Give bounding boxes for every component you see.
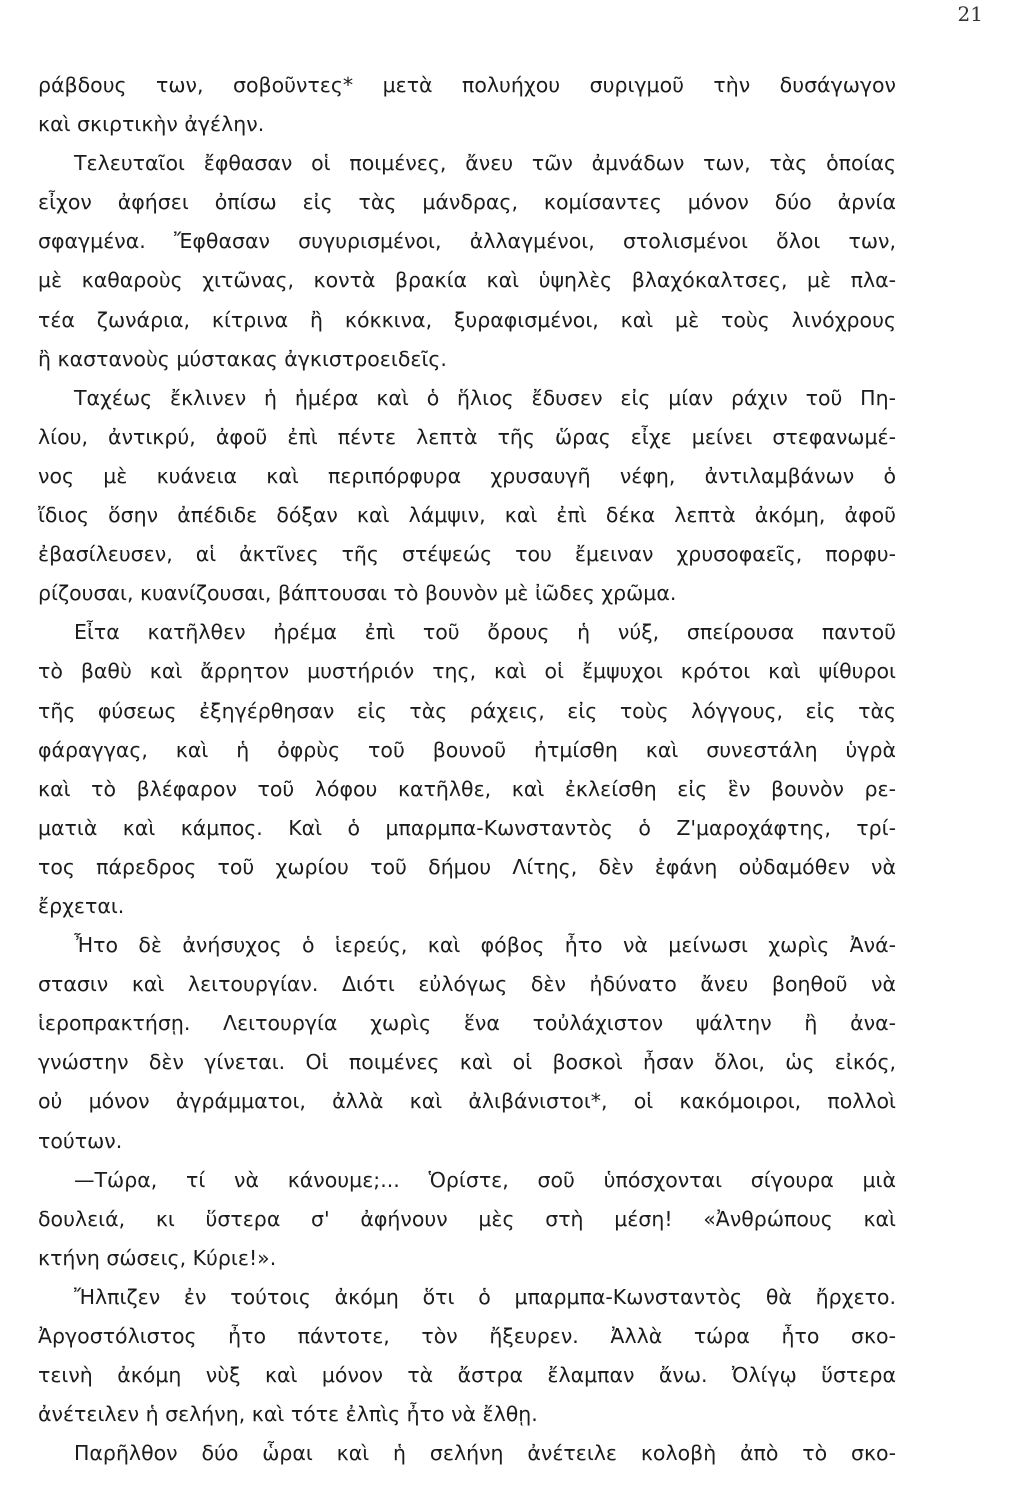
text-line: καὶ τὸ βλέφαρον τοῦ λόφου κατῆλθε, καὶ ἐκλείσθη εἰς ἓν βουνὸν ρε- [38, 776, 896, 801]
text-line: ἐβασίλευσεν, αἱ ἀκτῖνες τῆς στέψεώς του ἔμειναν χρυσοφαεῖς, πορφυ- [38, 542, 896, 567]
text-line: τεινὴ ἀκόμη νὺξ καὶ μόνον τὰ ἄστρα ἔλαμπαν ἄνω. Ὀλίγῳ ὕστερα [38, 1363, 896, 1388]
text-line: —Τώρα, τί νὰ κάνουμε;... Ὁρίστε, σοῦ ὑπόσχονται σίγουρα μιὰ [74, 1167, 896, 1192]
text-line: τὸ βαθὺ καὶ ἄρρητον μυστήριόν της, καὶ οἱ ἔμψυχοι κρότοι καὶ ψίθυροι [38, 659, 896, 684]
text-line: γνώστην δὲν γίνεται. Οἱ ποιμένες καὶ οἱ βοσκοὶ ἦσαν ὅλοι, ὡς εἰκός, [38, 1050, 896, 1075]
text-line: εἶχον ἀφήσει ὀπίσω εἰς τὰς μάνδρας, κομίσαντες μόνον δύο ἀρνία [38, 190, 896, 215]
text-line: τῆς φύσεως ἐξηγέρθησαν εἰς τὰς ράχεις, εἰς τοὺς λόγγους, εἰς τὰς [38, 698, 896, 723]
text-line: σφαγμένα. Ἔφθασαν συγυρισμένοι, ἀλλαγμένοι, στολισμένοι ὅλοι των, [38, 229, 896, 254]
text-line: ἔρχεται. [38, 893, 125, 918]
text-line: ἢ καστανοὺς μύστακας ἀγκιστροειδεῖς. [38, 346, 447, 371]
text-line: ἀνέτειλεν ἡ σελήνη, καὶ τότε ἐλπὶς ἦτο νὰ ἔλθῃ. [38, 1402, 538, 1427]
text-line: στασιν καὶ λειτουργίαν. Διότι εὐλόγως δὲν ἠδύνατο ἄνευ βοηθοῦ νὰ [38, 972, 896, 997]
text-line: κτήνη σώσεις, Κύριε!». [38, 1245, 277, 1270]
text-line: φάραγγας, καὶ ἡ ὀφρὺς τοῦ βουνοῦ ἠτμίσθη καὶ συνεστάλη ὑγρὰ [38, 737, 896, 762]
text-line: τέα ζωνάρια, κίτρινα ἢ κόκκινα, ξυραφισμένοι, καὶ μὲ τοὺς λινόχρους [38, 307, 896, 332]
text-line: Ἀργοστόλιστος ἦτο πάντοτε, τὸν ἤξευρεν. Ἀλλὰ τώρα ἦτο σκο- [38, 1324, 896, 1348]
text-line: Ἤλπιζεν ἐν τούτοις ἀκόμη ὅτι ὁ μπαρμπα-Κωνσταντὸς θὰ ἤρχετο. [74, 1284, 896, 1309]
text-line: καὶ σκιρτικὴν ἀγέλην. [38, 112, 265, 137]
text-line: τος πάρεδρος τοῦ χωρίου τοῦ δήμου Λίτης, δὲν ἐφάνη οὐδαμόθεν νὰ [38, 854, 896, 879]
text-line: Παρῆλθον δύο ὧραι καὶ ἡ σελήνη ἀνέτειλε κολοβὴ ἀπὸ τὸ σκο- [74, 1441, 896, 1466]
text-line: ράβδους των, σοβοῦντες* μετὰ πολυήχου συριγμοῦ τὴν δυσάγωγον [38, 73, 896, 97]
text-line: Εἶτα κατῆλθεν ἠρέμα ἐπὶ τοῦ ὄρους ἡ νύξ, σπείρουσα παντοῦ [74, 620, 896, 645]
text-line: ρίζουσαι, κυανίζουσαι, βάπτουσαι τὸ βουνὸν μὲ ἰῶδες χρῶμα. [38, 581, 677, 606]
text-line: ἱεροπρακτήσῃ. Λειτουργία χωρὶς ἕνα τοὐλάχιστον ψάλτην ἢ ἀνα- [38, 1011, 896, 1036]
text-line: δουλειά, κι ὕστερα σ' ἀφήνουν μὲς στὴ μέση! «Ἀνθρώπους καὶ [38, 1206, 896, 1231]
text-line: Ἦτο δὲ ἀνήσυχος ὁ ἱερεύς, καὶ φόβος ἦτο νὰ μείνωσι χωρὶς Ἀνά- [74, 933, 896, 958]
text-line: ματιὰ καὶ κάμπος. Καὶ ὁ μπαρμπα-Κωνσταντὸς ὁ Ζ'μαροχάφτης, τρί- [38, 815, 896, 840]
text-line: νος μὲ κυάνεια καὶ περιπόρφυρα χρυσαυγῆ νέφη, ἀντιλαμβάνων ὁ [38, 463, 896, 488]
page-number: 21 [957, 2, 983, 26]
body-text [38, 66, 896, 1473]
text-line: οὐ μόνον ἀγράμματοι, ἀλλὰ καὶ ἀλιβάνιστοι*, οἱ κακόμοιροι, πολλοὶ [38, 1089, 896, 1114]
text-line: μὲ καθαροὺς χιτῶνας, κοντὰ βρακία καὶ ὑψηλὲς βλαχόκαλτσες, μὲ πλα- [38, 268, 896, 293]
text-line: λίου, ἀντικρύ, ἀφοῦ ἐπὶ πέντε λεπτὰ τῆς ὥρας εἶχε μείνει στεφανωμέ- [38, 424, 896, 449]
text-line: Τελευταῖοι ἔφθασαν οἱ ποιμένες, ἄνευ τῶν ἀμνάδων των, τὰς ὁποίας [74, 151, 896, 176]
text-line: τούτων. [38, 1128, 123, 1153]
text-line: ἴδιος ὅσην ἀπέδιδε δόξαν καὶ λάμψιν, καὶ ἐπὶ δέκα λεπτὰ ἀκόμη, ἀφοῦ [38, 503, 896, 528]
text-line: Ταχέως ἔκλινεν ἡ ἡμέρα καὶ ὁ ἥλιος ἔδυσεν εἰς μίαν ράχιν τοῦ Πη- [74, 385, 896, 410]
